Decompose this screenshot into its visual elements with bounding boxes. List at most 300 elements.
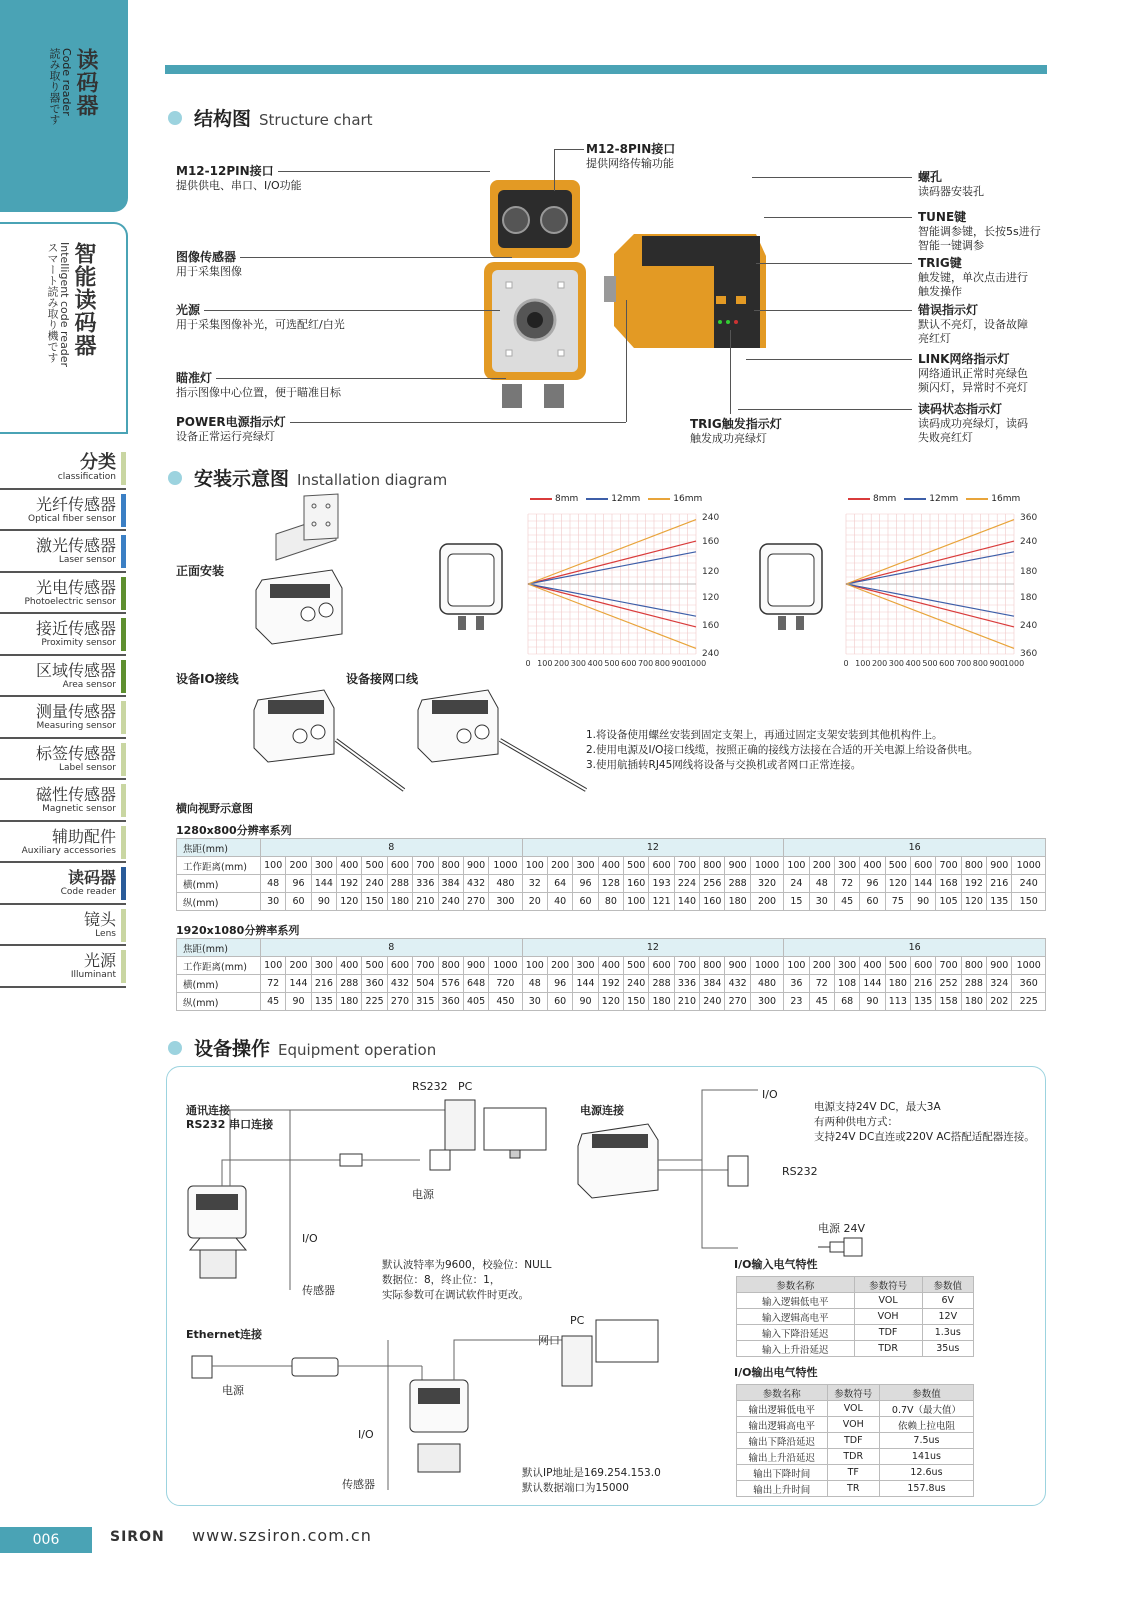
spec-row [737,1341,974,1357]
horizontal-cell: 224 [674,875,699,893]
right-tick-label: 240 [1020,621,1038,631]
ethernet-note: 默认数据端口为15000 [522,1482,629,1494]
power-io-label: I/O [762,1088,778,1101]
spec-row [737,1449,974,1465]
distance-cell: 200 [286,857,311,875]
x-tick-label: 0 [843,659,849,668]
bullet-dot-icon [168,1041,182,1055]
x-tick-label: 900 [989,659,1005,668]
right-tick-label: 240 [1020,537,1038,547]
install-note: 2.使用电源及I/O接口线缆，按照正确的接线方法接在合适的开关电源上给设备供电。 [586,744,979,756]
top-accent-bar [165,65,1047,74]
category-label-en: Label sensor [59,762,116,773]
vertical-cell: 200 [750,893,783,911]
leader-line [752,177,912,178]
horizontal-cell: 36 [784,975,809,993]
vertical-cell: 180 [649,993,674,1011]
category-item-measuring[interactable] [0,697,126,739]
x-tick-label: 300 [888,659,905,668]
category-item-laser[interactable] [0,531,126,573]
vertical-cell: 100 [624,893,649,911]
horizontal-cell: 432 [387,975,412,993]
sidebar-top-sub-jp: 読み取り器です [48,48,61,125]
label-name: M12-12PIN接口 [176,164,274,178]
distance-cell: 600 [387,857,412,875]
spec-row [737,1417,974,1433]
category-list [0,448,126,988]
vertical-cell: 90 [860,993,885,1011]
website-url: www.szsiron.com.cn [192,1526,372,1545]
category-item-illuminant[interactable] [0,946,126,988]
spec-cell: 35us [922,1341,973,1357]
vertical-cell: 23 [784,993,809,1011]
legend-swatch [530,498,552,500]
install-note: 1.将设备使用螺丝安装到固定支架上，再通过固定支架安装到其他机构件上。 [586,729,943,741]
horizontal-cell: 144 [311,875,336,893]
category-label-en: Measuring sensor [36,721,116,731]
label-desc: 亮红灯 [918,332,951,345]
vertical-cell: 60 [860,893,885,911]
category-label-en: Auxiliary accessories [21,845,116,856]
serial-note: 默认波特率为9600，校验位：NULL [382,1259,552,1271]
legend-item [904,494,958,504]
distance-cell: 800 [961,957,986,975]
structure-section-title [168,104,373,131]
vertical-cell: 315 [413,993,438,1011]
io-output-title: I/O输出电气特性 [734,1366,818,1379]
horizontal-cell: 720 [489,975,522,993]
leader-line [554,149,584,150]
eth-pc-label: PC [570,1314,585,1327]
horizontal-cell: 32 [522,875,547,893]
spec-cell: 依赖上拉电阻 [879,1417,973,1433]
distance-cell: 800 [438,957,463,975]
vertical-cell: 15 [784,893,809,911]
category-label-en: Code reader [60,887,116,897]
horizontal-cell: 72 [834,875,859,893]
io-wire-illustration [254,680,414,800]
distance-cell: 400 [598,857,623,875]
distance-cell: 800 [438,857,463,875]
spec-row [737,1433,974,1449]
horizontal-cell: 168 [936,875,961,893]
label-desc: 读码成功亮绿灯，读码 [918,417,1028,430]
sidebar-mid-sub-jp: スマート読み取り機です [46,242,59,363]
x-tick-label: 100 [537,659,553,668]
distance-cell: 100 [784,857,809,875]
serial-notes [382,1258,551,1303]
category-label-en: Magnetic sensor [42,804,116,814]
leader-line [278,171,490,172]
spec-cell: 0.7V（最大值） [879,1401,973,1417]
category-item-accessories[interactable] [0,822,126,864]
label-desc: 默认不亮灯，设备故障 [918,318,1028,331]
x-tick-label: 600 [939,659,955,668]
category-label: 标签传感器 [35,743,116,763]
focal-cell: 8 [261,839,523,857]
category-item-label[interactable] [0,739,126,781]
focal-cell: 12 [522,939,784,957]
distance-cell: 800 [961,857,986,875]
category-item-code-reader[interactable] [0,863,126,905]
label-desc: 频闪灯，异常时不亮灯 [918,381,1028,394]
horizontal-cell: 240 [362,875,387,893]
spec-row [737,1401,974,1417]
io-input-title: I/O输入电气特性 [734,1258,818,1271]
x-tick-label: 800 [972,659,989,668]
category-label: 读码器 [67,868,116,887]
page-number: 006 [0,1527,92,1553]
net-wire-label: 设备接网口线 [346,672,419,686]
label-trig-key [918,256,1028,299]
x-tick-label: 200 [553,659,570,668]
vertical-cell: 300 [750,993,783,1011]
distance-cell: 300 [311,957,336,975]
label-name: TRIG触发指示灯 [690,417,782,431]
spec-cell: 输出上升沿延迟 [737,1449,828,1465]
row-label: 工作距离(mm) [177,957,261,975]
sidebar-top-tab [0,0,128,212]
label-desc: 指示图像中心位置，便于瞄准目标 [176,386,341,399]
ethernet-notes [522,1466,661,1496]
spec-row [737,1309,974,1325]
io-output-spec-table [736,1384,974,1497]
vertical-cell: 90 [573,993,598,1011]
distance-cell: 100 [261,957,286,975]
spec-header: 参数名称 [737,1385,828,1401]
distance-cell: 300 [573,957,598,975]
spec-cell: 输入下降沿延迟 [737,1325,855,1341]
horizontal-cell: 144 [573,975,598,993]
category-item-proximity[interactable] [0,614,126,656]
focal-cell: 12 [522,839,784,857]
distance-cell: 700 [936,857,961,875]
spec-cell: 6V [922,1293,973,1309]
distance-cell: 600 [911,857,936,875]
horizontal-cell: 108 [834,975,859,993]
section-title-en: Structure chart [259,111,373,129]
horizontal-cell: 480 [489,875,522,893]
row-label: 横(mm) [177,875,261,893]
distance-cell: 100 [522,957,547,975]
horizontal-cell: 256 [700,875,725,893]
label-name: 螺孔 [918,170,943,184]
x-tick-label: 500 [604,659,620,668]
row-label: 横(mm) [177,975,261,993]
spec-cell: VOL [854,1293,922,1309]
x-tick-label: 700 [637,659,654,668]
distance-cell: 900 [463,957,488,975]
distance-cell: 900 [987,857,1012,875]
horizontal-cell: 180 [885,975,910,993]
distance-cell: 500 [624,857,649,875]
power-note: 支持24V DC直连或220V AC搭配适配器连接。 [814,1131,1035,1143]
x-tick-label: 400 [587,659,603,668]
vertical-cell: 270 [463,893,488,911]
label-name: 读码状态指示灯 [918,402,1003,416]
label-name: TRIG键 [918,256,962,270]
vertical-cell: 120 [961,893,986,911]
legend-label: 12mm [611,494,641,504]
distance-cell: 700 [413,957,438,975]
x-tick-label: 1000 [685,659,707,668]
distance-cell: 200 [809,957,834,975]
x-tick-label: 800 [654,659,671,668]
horizontal-cell: 384 [438,875,463,893]
label-screw-hole [918,170,984,199]
row-label: 纵(mm) [177,993,261,1011]
spec-cell: 1.3us [922,1325,973,1341]
distance-cell: 200 [547,857,572,875]
distance-cell: 900 [725,857,750,875]
leader-line [240,257,512,258]
label-image-sensor [176,250,242,279]
x-tick-label: 0 [525,659,531,668]
power-connection-title: 电源连接 [580,1104,624,1117]
pc-label: PC [458,1080,473,1093]
sidebar-mid-tab [0,222,128,434]
label-name: 图像传感器 [176,250,237,264]
category-item-photoelectric[interactable] [0,573,126,615]
horizontal-cell: 252 [936,975,961,993]
label-desc: 读码器安装孔 [918,185,984,198]
distance-cell: 700 [674,857,699,875]
install-notes [586,728,978,773]
right-tick-label: 120 [702,593,720,603]
legend-swatch [966,498,988,500]
vertical-cell: 45 [834,893,859,911]
legend-item [530,494,578,504]
vertical-cell: 30 [522,993,547,1011]
x-tick-label: 700 [955,659,972,668]
x-tick-label: 1000 [1003,659,1025,668]
distance-cell: 400 [598,957,623,975]
horizontal-cell: 360 [362,975,387,993]
distance-cell: 600 [387,957,412,975]
label-read-status-indicator [918,402,1028,445]
leader-line [216,378,506,379]
category-label: 辅助配件 [51,826,116,846]
spec-cell: VOH [854,1309,922,1325]
vertical-cell: 45 [809,993,834,1011]
vertical-cell: 45 [261,993,286,1011]
label-desc: 触发键，单次点击进行 [918,271,1028,284]
spec-cell: 12.6us [879,1465,973,1481]
x-tick-label: 200 [871,659,888,668]
label-name: LINK网络指示灯 [918,352,1010,366]
label-desc: 设备正常运行亮绿灯 [176,430,275,443]
vertical-cell: 180 [387,893,412,911]
net-wire-illustration [418,680,598,800]
category-label-en: Proximity sensor [41,638,116,648]
category-label-en: classification [57,472,116,482]
vertical-cell: 90 [311,893,336,911]
vertical-cell: 270 [387,993,412,1011]
horizontal-cell: 192 [961,875,986,893]
category-label-en: Lens [95,928,116,939]
category-label-en: Optical fiber sensor [28,513,116,524]
ethernet-title: Ethernet连接 [186,1328,263,1341]
spec-cell: TDF [827,1433,879,1449]
device-front-illustration [484,180,586,410]
install-section-title [168,464,447,491]
label-name: 错误指示灯 [918,303,979,317]
distance-cell: 200 [286,957,311,975]
label-trig-indicator [690,417,782,446]
horizontal-cell: 648 [463,975,488,993]
vertical-cell: 150 [1012,893,1046,911]
label-power-indicator [176,415,286,444]
horizontal-cell: 144 [286,975,311,993]
chart1-legend [530,494,702,504]
horizontal-cell: 216 [311,975,336,993]
legend-item [848,494,896,504]
spec-header: 参数值 [922,1277,973,1293]
category-item-lens[interactable] [0,905,126,947]
horizontal-cell: 144 [860,975,885,993]
vertical-cell: 90 [286,993,311,1011]
leader-line [290,422,626,423]
label-name: POWER电源指示灯 [176,415,286,429]
fov-chart-1 [526,512,736,682]
right-tick-label: 160 [702,537,720,547]
device-top-view-icon [438,542,504,632]
horizontal-cell: 96 [286,875,311,893]
legend-swatch [904,498,926,500]
category-label: 光电传感器 [35,577,116,597]
focal-cell: 16 [784,839,1046,857]
horizontal-cell: 216 [987,875,1012,893]
label-desc: 智能一键调参 [918,239,984,252]
power-note: 电源支持24V DC，最大3A [814,1101,941,1113]
distance-cell: 500 [885,857,910,875]
chart2-legend [848,494,1020,504]
right-tick-label: 180 [1020,593,1038,603]
vertical-cell: 160 [700,893,725,911]
legend-label: 16mm [991,494,1021,504]
spec-cell: 157.8us [879,1481,973,1497]
row-label: 焦距(mm) [177,839,261,857]
x-tick-label: 600 [621,659,637,668]
horizontal-cell: 24 [784,875,809,893]
section-title-zh: 设备操作 [194,1038,271,1060]
horizontal-cell: 480 [750,975,783,993]
vertical-cell: 150 [624,993,649,1011]
category-header [0,448,126,490]
distance-cell: 1000 [1012,957,1046,975]
horizontal-cell: 193 [649,875,674,893]
eth-io-label: I/O [358,1428,374,1441]
category-item-optical-fiber[interactable] [0,490,126,532]
category-label: 磁性传感器 [35,785,116,804]
horizontal-cell: 288 [649,975,674,993]
distance-cell: 1000 [750,857,783,875]
distance-cell: 700 [674,957,699,975]
vertical-cell: 60 [286,893,311,911]
fov-title: 横向视野示意图 [176,802,253,815]
power-notes [814,1100,1035,1145]
distance-cell: 100 [784,957,809,975]
spec-cell: 输出上升时间 [737,1481,828,1497]
horizontal-cell: 96 [573,875,598,893]
x-tick-label: 400 [905,659,921,668]
label-name: 光源 [176,303,201,317]
section-title-en: Installation diagram [297,471,448,489]
fov-table-1920 [176,938,1046,1011]
category-item-area[interactable] [0,656,126,698]
horizontal-cell: 64 [547,875,572,893]
focal-cell: 16 [784,939,1046,957]
right-tick-label: 120 [702,567,720,577]
x-tick-label: 900 [671,659,687,668]
vertical-cell: 240 [700,993,725,1011]
distance-cell: 700 [936,957,961,975]
power-24v-label: 电源 24V [818,1222,866,1235]
power-label: 电源 [412,1188,434,1201]
row-label: 焦距(mm) [177,939,261,957]
spec-header: 参数名称 [737,1277,855,1293]
legend-label: 8mm [873,494,897,504]
distance-cell: 400 [337,957,362,975]
category-item-magnetic[interactable] [0,780,126,822]
section-title-zh: 安装示意图 [194,468,290,490]
vertical-cell: 20 [522,893,547,911]
vertical-cell: 80 [598,893,623,911]
category-label: 分类 [80,452,116,473]
label-desc: 提供网络传输功能 [586,157,674,170]
label-desc: 提供供电、串口、I/O功能 [176,179,302,192]
vertical-cell: 60 [547,993,572,1011]
horizontal-cell: 128 [598,875,623,893]
spec-cell: TDR [854,1341,922,1357]
distance-cell: 200 [547,957,572,975]
horizontal-cell: 288 [337,975,362,993]
label-m12-12pin [176,164,302,193]
horizontal-cell: 336 [413,875,438,893]
vertical-cell: 225 [362,993,387,1011]
section-title-zh: 结构图 [194,108,252,130]
sidebar-top-sub-en: Code reader [60,48,73,116]
category-label-en: Laser sensor [58,555,116,565]
vertical-cell: 120 [337,893,362,911]
label-aiming-light [176,371,341,400]
horizontal-cell: 192 [337,875,362,893]
label-tune-key [918,210,1041,253]
spec-cell: VOH [827,1417,879,1433]
right-tick-label: 360 [1020,513,1038,523]
distance-cell: 600 [649,857,674,875]
front-mount-label: 正面安装 [176,564,225,578]
label-light-source [176,303,345,332]
vertical-cell: 180 [725,893,750,911]
right-tick-label: 360 [1020,649,1038,659]
leader-line [754,310,912,311]
horizontal-cell: 384 [700,975,725,993]
spec-cell: TF [827,1465,879,1481]
spec-header: 参数符号 [827,1385,879,1401]
distance-cell: 1000 [489,857,522,875]
plug-icon [818,1236,868,1258]
vertical-cell: 135 [987,893,1012,911]
label-link-indicator [918,352,1028,395]
spec-cell: TDF [854,1325,922,1341]
right-tick-label: 240 [702,649,720,659]
right-tick-label: 160 [702,621,720,631]
distance-cell: 800 [700,957,725,975]
legend-item [966,494,1020,504]
vertical-cell: 210 [674,993,699,1011]
horizontal-cell: 96 [547,975,572,993]
